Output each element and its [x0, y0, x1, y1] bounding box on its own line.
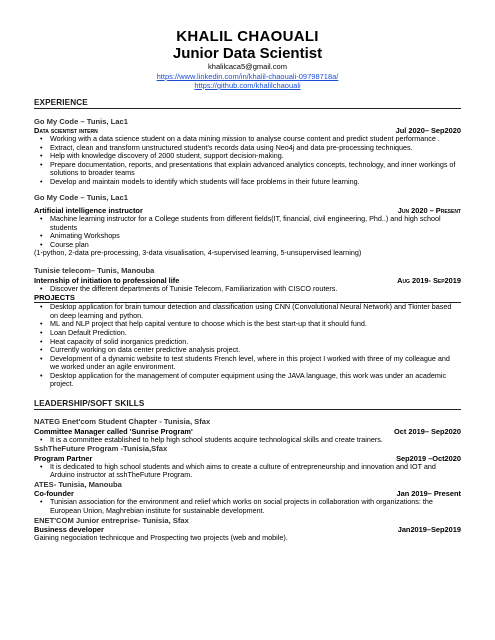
candidate-title: Junior Data Scientist [172, 45, 323, 62]
leadership-dates: Jan2019–Sep2019 [397, 525, 461, 535]
list-item: • Course plan [50, 241, 461, 250]
job-role: Internship of initiation to professional life [34, 275, 180, 285]
leadership-entry [34, 444, 461, 480]
email-text: khalilcaca5@gmail.com [208, 62, 287, 71]
course-plan-note: (1-python, 2-data pre-processing, 3-data visualisation, 4-supervised learning, 5-unsuperviised learning) [34, 248, 362, 258]
list-item: • ML and NLP project that help capital venture to choose which is the best start-up that it should fund. [50, 320, 461, 329]
list-item: • Tunisian association for the environment and relief which works on social projects in collaboration with organizations: the European Union, Maghrebian institute for sustainable development. [50, 498, 461, 515]
github-link[interactable]: https://github.com/khalilchaouali [194, 81, 301, 90]
job-bullets [34, 135, 461, 187]
job-bullets [34, 285, 461, 294]
list-item: • Prepare documentation, reports, and presentations that explain advanced analytics concepts, technology, and inner workings of solutions to broader teams [50, 161, 461, 178]
job-entry [34, 266, 461, 293]
leadership-org: NATEG Enet'com Student Chapter - Tunisia, Sfax [34, 417, 211, 427]
job-org: Go My Code – Tunis, Lac1 [34, 192, 128, 202]
leadership-role: Program Partner [34, 453, 93, 463]
job-dates: Aug 2019- Sep2019 [397, 275, 461, 285]
project-bullets [34, 303, 461, 389]
leadership-entry [34, 417, 461, 444]
list-item: • It is a committee established to help high school students acquire technological skills and create trainers. [50, 436, 461, 445]
leadership-role: Business developer [34, 525, 104, 535]
leadership-bullets [34, 463, 461, 480]
list-item: • Development of a dynamic website to test students French level, where in this project I worked with three of my colleague and we worked under an agile environment. [50, 355, 461, 372]
section-leadership: LEADERSHIP/SOFT SKILLS [34, 399, 461, 410]
list-item: • Loan Default Prediction. [50, 329, 461, 338]
leadership-bullets [34, 436, 461, 445]
projects-heading: PROJECTS [34, 293, 75, 303]
list-item: • Heat capacity of solid inorganics prediction. [50, 338, 461, 347]
linkedin-link[interactable]: https://www.linkedin.com/in/khalil-chaouali-09798718a/ [156, 71, 339, 81]
list-item: • Desktop application for brain tumour detection and classification using CNN (Convolutional Neural Network) and Tkinter based on deep learning and python. [50, 303, 461, 320]
list-item: • Working with a data science student on a data mining mission to analyse course content and predict student performance . [50, 135, 461, 144]
leadership-entry [34, 516, 461, 543]
candidate-name: KHALIL CHAOUALI [176, 28, 319, 45]
job-entry [34, 193, 461, 258]
list-item: • Develop and maintain models to identify which students will face problems in their future learning. [50, 178, 461, 187]
job-entry [34, 117, 461, 187]
leadership-org: ENET'COM Junior entreprise- Tunisia, Sfax [34, 515, 189, 525]
contact-block [34, 62, 461, 91]
job-dates: Jul 2020– Sep2020 [395, 126, 461, 135]
list-item: • Desktop application for the management of computer equipment using the JAVA language, this work was under an academic project. [50, 372, 461, 389]
leadership-org: ATES- Tunisia, Manouba [34, 479, 122, 489]
list-item: • Help with knowledge discovery of 2000 student, support decision-making. [50, 152, 461, 161]
leadership-role: Committee Manager called 'Sunrise Program' [34, 426, 193, 436]
section-experience: EXPERIENCE [34, 98, 461, 109]
leadership-bullets [34, 498, 461, 515]
list-item: • Machine learning instructor for a College students from different fields(IT, financial, civil engineering, Phd..) and high school students [50, 215, 461, 232]
job-bullets [34, 215, 461, 249]
list-item: • It is dedicated to high school students and which aims to create a culture of entrepreneurship and innovation and IOT and Arduino instructor at sshTheFuture Program. [50, 463, 461, 480]
leadership-org: SshTheFuture Program -Tunisia,Sfax [34, 444, 168, 454]
list-item: • Currently working on data center predictive analysis project. [50, 346, 461, 355]
list-item: • Animating Workshops [50, 232, 461, 241]
job-org: Tunisie telecom– Tunis, Manouba [34, 266, 155, 276]
list-item: • Discover the different departments of Tunisie Telecom, Familiarization with CISCO routers. [50, 285, 461, 294]
leadership-note: Gaining negociation technicque and Prospecting two projects (web and mobile). [34, 533, 288, 543]
job-role: Artificial intelligence instructor [34, 206, 143, 216]
leadership-dates: Sep2019 –Oct2020 [396, 453, 461, 463]
job-dates: Jun 2020 – Present [397, 206, 461, 216]
list-item: • Extract, clean and transform unstructured student’s records data using Neo4j and data pre-processing techniques. [50, 144, 461, 153]
leadership-entry [34, 480, 461, 516]
leadership-role: Co-founder [34, 489, 74, 499]
leadership-dates: Oct 2019– Sep2020 [394, 426, 461, 436]
job-org: Go My Code – Tunis, Lac1 [34, 116, 128, 126]
job-role: Data scientist intern [34, 126, 98, 135]
leadership-dates: Jan 2019– Present [396, 489, 461, 499]
